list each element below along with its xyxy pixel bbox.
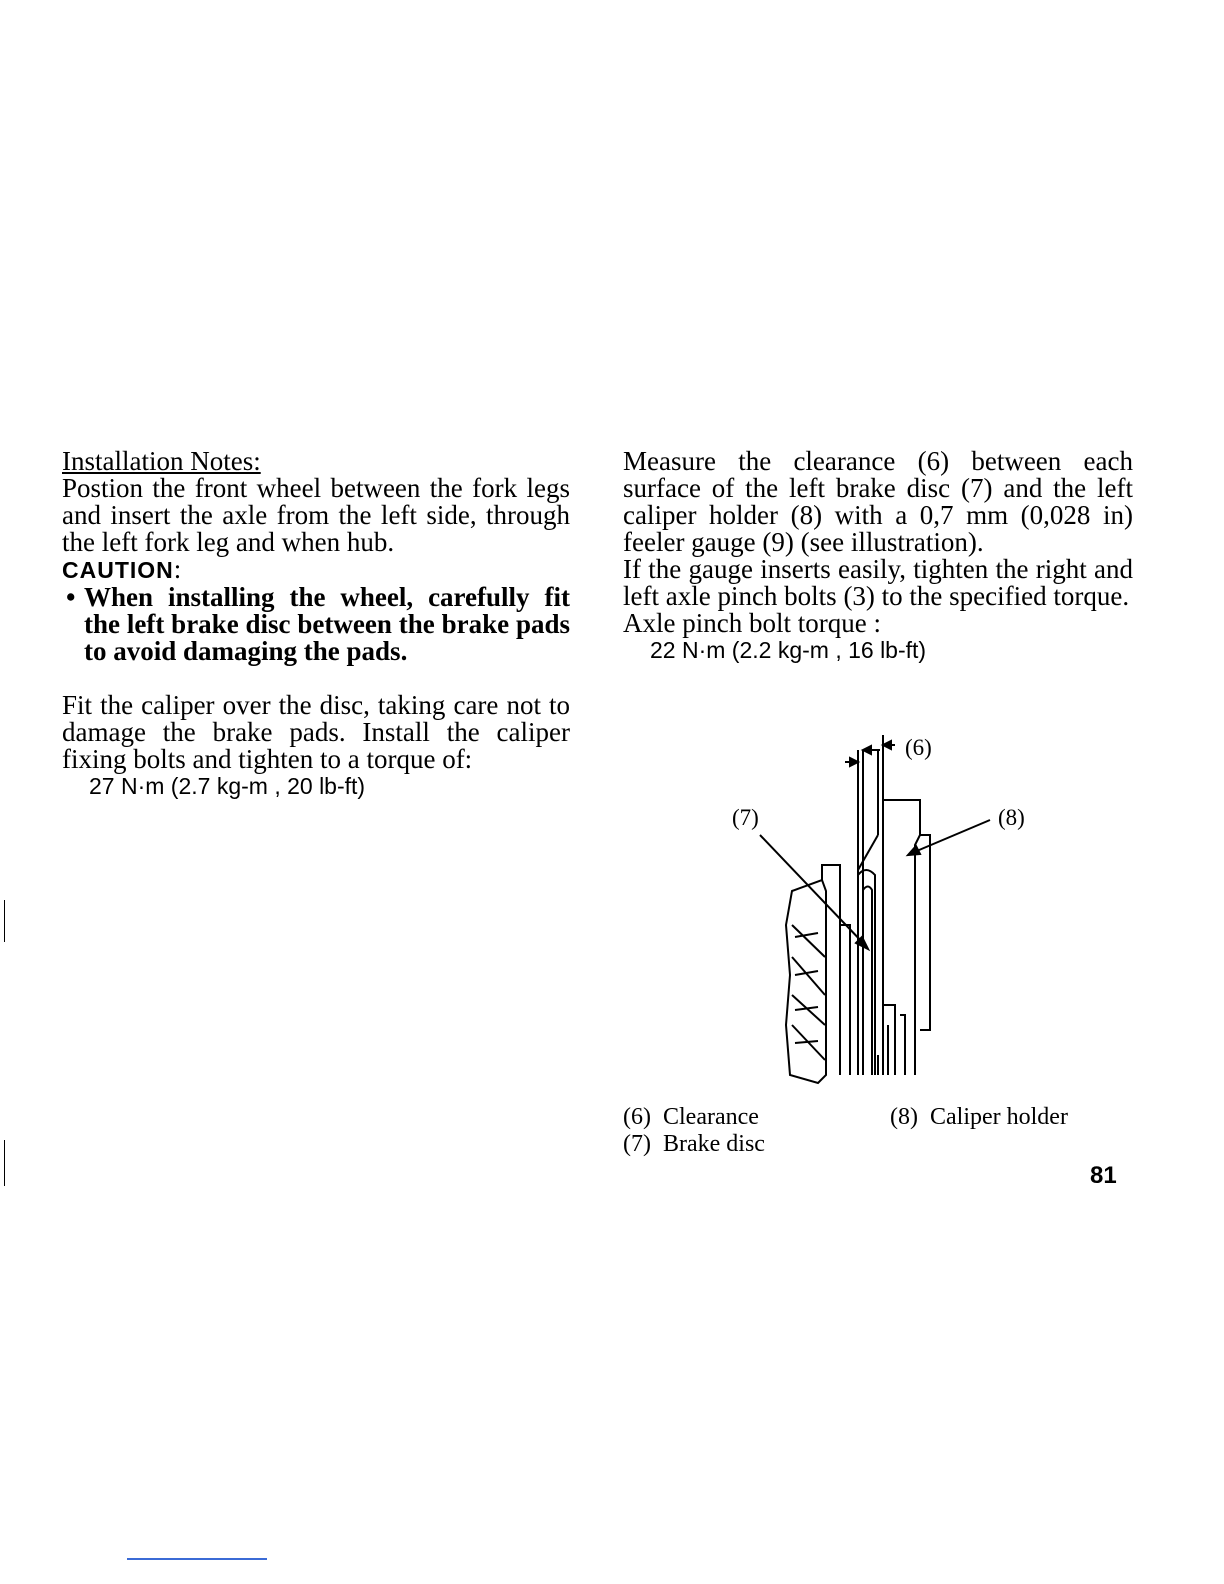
measure-paragraph: Measure the clearance (6) between each surface of the left brake disc (7) and the left caliper holder (8) with a 0,7 mm (0,028 in) feeler gauge (9) (see illustration). bbox=[623, 446, 1133, 557]
installation-heading: Installation Notes: bbox=[62, 446, 261, 476]
legend-item-6: (6) Clearance bbox=[623, 1104, 759, 1130]
scan-edge-mark bbox=[4, 900, 5, 942]
scan-edge-mark bbox=[4, 1140, 5, 1186]
right-column bbox=[623, 448, 1133, 664]
caution-heading: CAUTION: bbox=[62, 554, 182, 584]
callout-7: (7) bbox=[732, 805, 759, 830]
gauge-paragraph: If the gauge inserts easily, tighten the right and left axle pinch bolts (3) to the specified torque. bbox=[623, 554, 1133, 611]
axle-torque-value: 22 N·m (2.2 kg-m , 16 lb-ft) bbox=[650, 637, 927, 663]
axle-torque-label: Axle pinch bolt torque : bbox=[623, 608, 881, 638]
legend-item-8: (8) Caliper holder bbox=[890, 1104, 1068, 1130]
caliper-paragraph: Fit the caliper over the disc, taking care not to damage the brake pads. Install the caliper fixing bolts and tighten to a torque of: bbox=[62, 690, 570, 774]
legend-item-7: (7) Brake disc bbox=[623, 1131, 765, 1157]
caution-text: When installing the wheel, carefully fit the left brake disc between the brake pads to avoid damaging the pads. bbox=[84, 582, 570, 666]
footer-rule bbox=[127, 1558, 267, 1560]
caliper-torque-value: 27 N·m (2.7 kg-m , 20 lb-ft) bbox=[89, 773, 366, 799]
bullet-icon: • bbox=[66, 582, 76, 612]
page-number: 81 bbox=[1090, 1162, 1117, 1189]
brake-disc-clearance-illustration bbox=[700, 725, 1060, 1095]
installation-paragraph: Postion the front wheel between the fork legs and insert the axle from the left side, through the left fork leg and when hub. bbox=[62, 473, 570, 557]
left-column bbox=[62, 448, 570, 800]
caution-bullet bbox=[62, 584, 570, 665]
callout-6: (6) bbox=[905, 735, 932, 760]
callout-8: (8) bbox=[998, 805, 1025, 830]
